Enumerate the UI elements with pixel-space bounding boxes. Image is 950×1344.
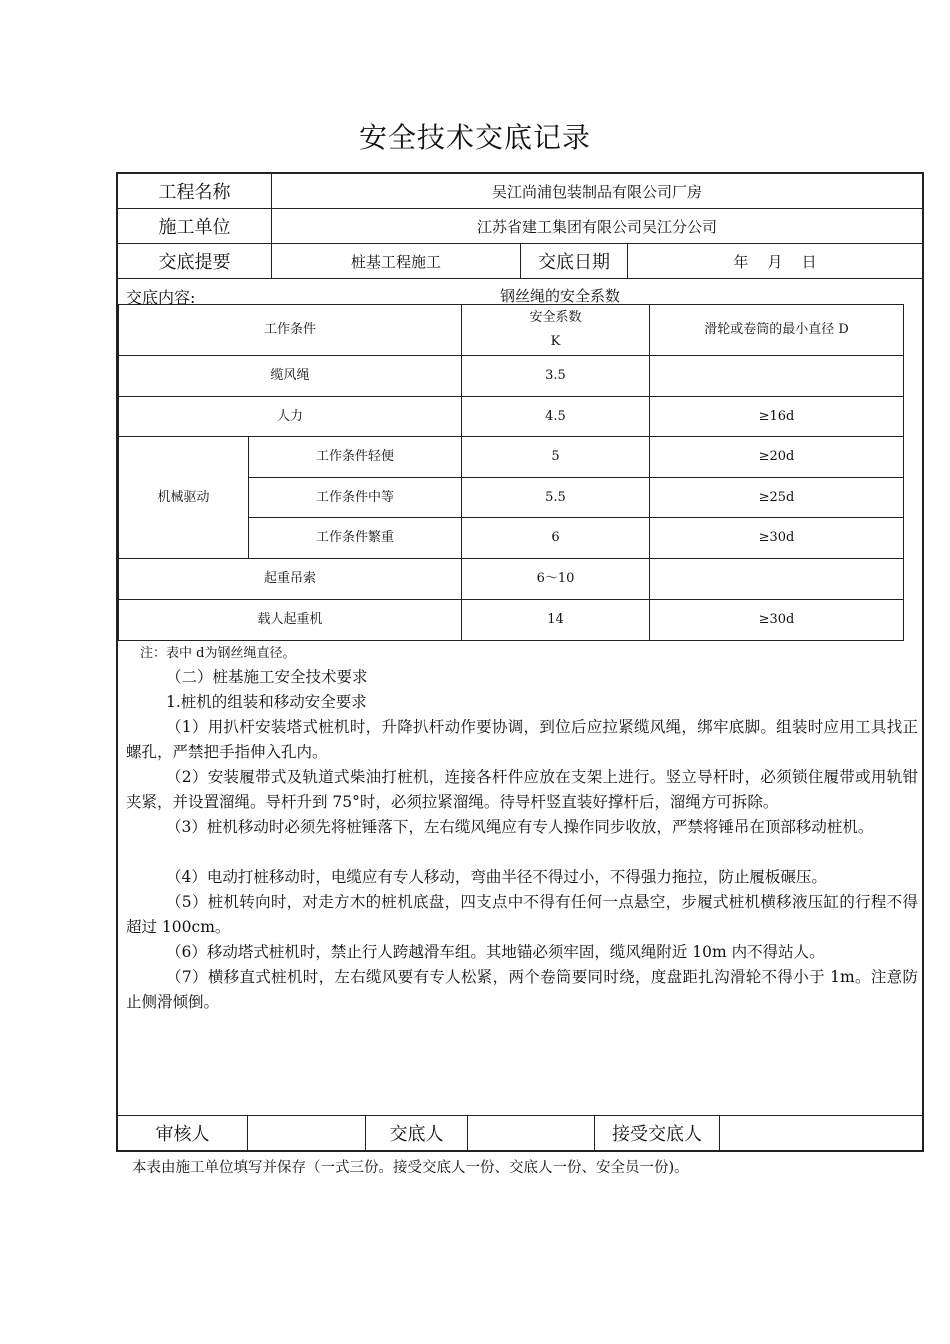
table-row-diameter: ≥25d <box>650 477 903 517</box>
table-row-condition: 工作条件中等 <box>249 477 462 517</box>
table-row-factor: 6～10 <box>462 558 650 599</box>
date-label: 交底日期 <box>521 244 628 278</box>
discloser-label: 交底人 <box>366 1116 468 1150</box>
paragraph-5: （5）桩机转向时，对走方木的桩机底盘，四支点中不得有任何一点悬空，步履式桩机横移液压缸的行程不得超过 100cm。 <box>126 893 918 936</box>
table-row-factor: 5 <box>462 436 650 477</box>
table-row-diameter <box>650 355 903 396</box>
section-title: （二）桩基施工安全技术要求 <box>166 668 368 686</box>
header-condition: 工作条件 <box>119 305 462 355</box>
paragraph-7: （7）横移直式桩机时，左右缆风要有专人松紧，两个卷筒要同时绕，度盘距扎沟滑轮不得小于 1m。注意防止侧滑倾倒。 <box>126 968 918 1011</box>
paragraph-4: （4）电动打桩移动时，电缆应有专人移动，弯曲半径不得过小，不得强力拖拉，防止履板碾压。 <box>166 868 827 886</box>
construction-unit-row <box>118 209 922 244</box>
discloser-signature-field[interactable] <box>468 1116 595 1150</box>
table-row-condition: 缆风绳 <box>119 355 462 396</box>
receiver-label: 接受交底人 <box>595 1116 720 1150</box>
table-row-condition: 工作条件繁重 <box>249 517 462 558</box>
summary-label: 交底提要 <box>118 244 272 278</box>
table-note: 注：表中 d为钢丝绳直径。 <box>140 646 296 661</box>
header-factor <box>462 305 650 355</box>
summary-value: 桩基工程施工 <box>272 244 521 278</box>
project-name-value: 吴江尚浦包装制品有限公司厂房 <box>491 182 702 201</box>
header-factor-line2: K <box>550 334 561 349</box>
table-row-factor: 3.5 <box>462 355 650 396</box>
summary-row <box>118 244 922 279</box>
table-row-diameter: ≥20d <box>650 436 903 477</box>
table-caption: 钢丝绳的安全系数 <box>499 287 620 305</box>
table-row-condition: 载人起重机 <box>119 599 462 640</box>
header-diameter: 滑轮或卷筒的最小直径 D <box>704 322 849 337</box>
table-row-factor: 5.5 <box>462 477 650 517</box>
date-value: 年 月 日 <box>733 252 817 271</box>
construction-unit-value: 江苏省建工集团有限公司吴江分公司 <box>476 217 717 236</box>
table-row-diameter: ≥30d <box>650 517 903 558</box>
paragraph-6: （6）移动塔式桩机时，禁止行人跨越滑车组。其地锚必须牢固，缆风绳附近 10m 内不得站人。 <box>166 943 825 961</box>
reviewer-label: 审核人 <box>118 1116 248 1150</box>
paragraph-2: （2）安装履带式及轨道式柴油打桩机，连接各杆件应放在支架上进行。竖立导杆时，必须锁住履带或用轨钳夹紧，并设置溜绳。导杆升到 75°时，必须拉紧溜绳。待导杆竖直装好撑杆后，溜绳方可拆除。 <box>126 768 918 811</box>
table-row-diameter: ≥30d <box>650 599 903 640</box>
table-row-factor: 6 <box>462 517 650 558</box>
table-row-factor: 4.5 <box>462 396 650 436</box>
bottom-note: 本表由施工单位填写并保存（一式三份。接受交底人一份、交底人一份、安全员一份)。 <box>132 1160 689 1176</box>
project-name-row <box>118 174 922 209</box>
subsection-title: 1.桩机的组装和移动安全要求 <box>166 693 367 711</box>
reviewer-signature-field[interactable] <box>248 1116 366 1150</box>
construction-unit-label: 施工单位 <box>118 209 272 243</box>
table-row-diameter: ≥16d <box>650 396 903 436</box>
disclosure-form <box>116 172 924 1152</box>
project-name-label: 工程名称 <box>118 174 272 208</box>
table-row-diameter <box>650 558 903 599</box>
header-factor-line1: 安全系数 <box>529 310 582 325</box>
content-label: 交底内容: <box>126 288 196 307</box>
table-row-factor: 14 <box>462 599 650 640</box>
page-title: 安全技术交底记录 <box>358 121 591 154</box>
receiver-signature-field[interactable] <box>720 1116 922 1150</box>
group-label-mechanical: 机械驱动 <box>119 436 249 558</box>
table-row-condition: 人力 <box>119 396 462 436</box>
safety-factor-table <box>118 304 904 641</box>
signature-row <box>118 1115 922 1150</box>
table-row-condition: 工作条件轻便 <box>249 436 462 477</box>
paragraph-3: （3）桩机移动时必须先将桩锤落下，左右缆风绳应有专人操作同步收放，严禁将锤吊在顶部移动桩机。 <box>166 818 874 836</box>
paragraph-1: （1）用扒杆安装塔式桩机时，升降扒杆动作要协调，到位后应拉紧缆风绳，绑牢底脚。组装时应用工具找正螺孔，严禁把手指伸入孔内。 <box>126 718 918 761</box>
table-row-condition: 起重吊索 <box>119 558 462 599</box>
